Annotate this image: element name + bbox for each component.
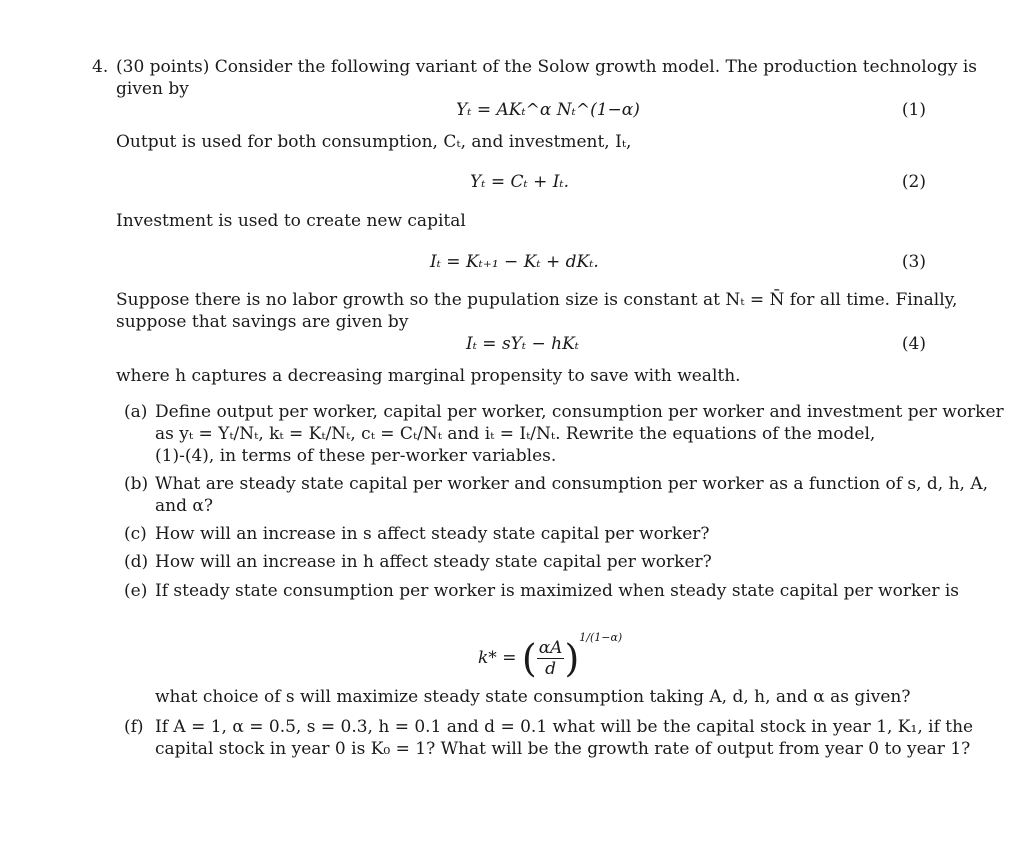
golden-rule-denominator: d: [545, 659, 557, 679]
right-paren: ): [564, 636, 580, 681]
part-d-line-1: How will an increase in h affect steady state capital per worker?: [155, 552, 712, 572]
equation-production: Yₜ = AKₜ^α Nₜ^(1−α): [456, 100, 640, 120]
labor-line-1: Suppose there is no labor growth so the pupulation size is constant at Nₜ = N̄ for all time. Finally,: [116, 290, 958, 310]
golden-rule-numerator: αA: [538, 638, 563, 658]
equation-tag-1: (1): [901, 100, 926, 120]
part-f-line-2: capital stock in year 0 is K₀ = 1? What will be the growth rate of output from year 0 to year 1?: [155, 739, 971, 759]
golden-rule-lhs: k* =: [478, 648, 517, 668]
equation-output-split: Yₜ = Cₜ + Iₜ.: [470, 172, 570, 192]
equation-tag-2: (2): [901, 172, 926, 192]
part-f-line-1: If A = 1, α = 0.5, s = 0.3, h = 0.1 and d = 0.1 what will be the capital stock in year 1, K₁, if the: [155, 717, 974, 737]
golden-rule-exponent: 1/(1−α): [579, 631, 623, 644]
part-c-line-1: How will an increase in s affect steady state capital per worker?: [155, 524, 710, 544]
part-b-label: (b): [124, 474, 149, 494]
golden-rule-fraction: [537, 638, 565, 679]
h-description: where h captures a decreasing marginal propensity to save with wealth.: [116, 366, 741, 386]
equation-capital-accumulation: Iₜ = Kₜ₊₁ − Kₜ + dKₜ.: [430, 252, 599, 272]
part-b-line-2: and α?: [155, 496, 213, 516]
labor-line-2: suppose that savings are given by: [116, 312, 409, 332]
part-d-label: (d): [124, 552, 149, 572]
part-e-line-1: If steady state consumption per worker is maximized when steady state capital per worker is: [155, 581, 960, 601]
part-a-line-2: as yₜ = Yₜ/Nₜ, kₜ = Kₜ/Nₜ, cₜ = Cₜ/Nₜ and iₜ = Iₜ/Nₜ. Rewrite the equations of the model,: [155, 424, 876, 444]
part-a-line-1: Define output per worker, capital per worker, consumption per worker and investment per worker: [155, 402, 1004, 422]
part-a-line-3: (1)-(4), in terms of these per-worker variables.: [155, 446, 557, 466]
intro-line-2: given by: [116, 79, 189, 99]
part-f-label: (f): [124, 717, 144, 737]
part-b-line-1: What are steady state capital per worker and consumption per worker as a function of s, d, h, A,: [155, 474, 989, 494]
investment-text: Investment is used to create new capital: [116, 211, 466, 231]
equation-savings: Iₜ = sYₜ − hKₜ: [466, 334, 579, 354]
equation-tag-3: (3): [901, 252, 926, 272]
problem-number: 4.: [92, 57, 109, 77]
equation-tag-4: (4): [901, 334, 926, 354]
output-text: Output is used for both consumption, Cₜ, and investment, Iₜ,: [116, 132, 632, 152]
part-e-line-2: what choice of s will maximize steady state consumption taking A, d, h, and α as given?: [155, 687, 911, 707]
part-a-label: (a): [124, 402, 148, 422]
part-c-label: (c): [124, 524, 147, 544]
part-e-label: (e): [124, 581, 148, 601]
left-paren: (: [521, 636, 537, 681]
intro-line-1: (30 points) Consider the following variant of the Solow growth model. The production technology is: [116, 57, 977, 77]
equation-golden-rule: [478, 616, 622, 680]
